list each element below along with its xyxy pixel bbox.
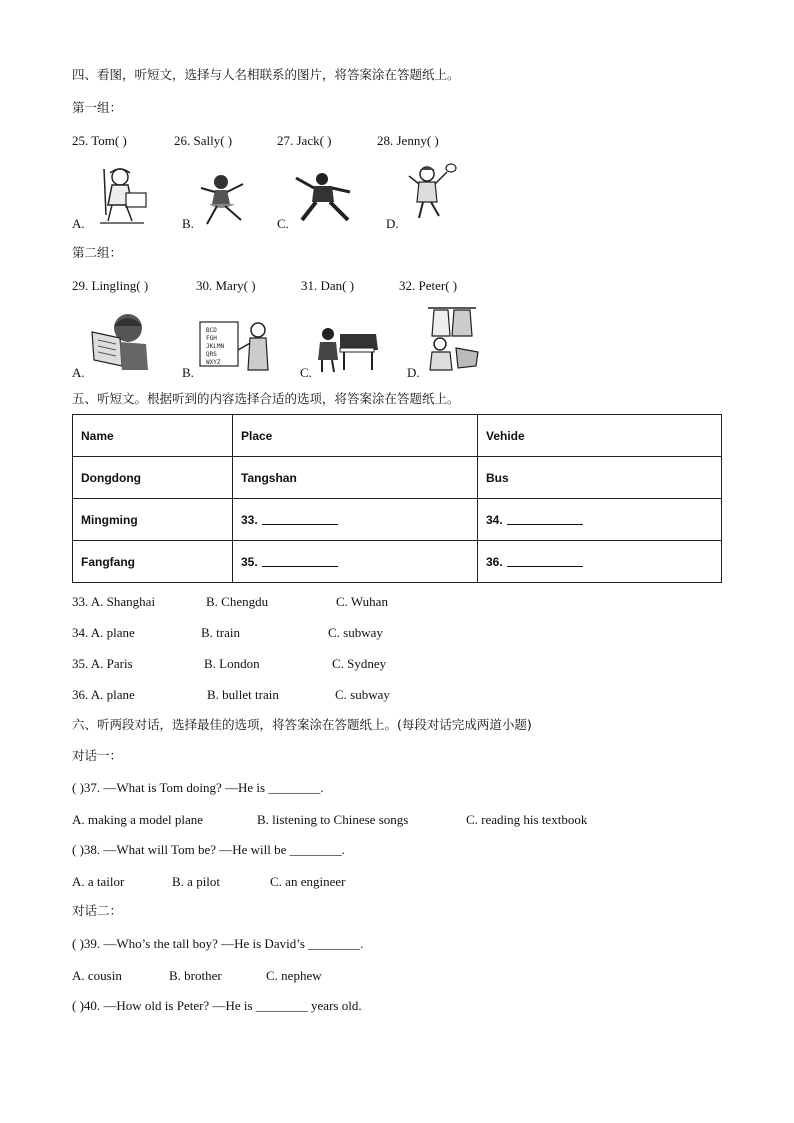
option-34-a: 34. A. plane	[72, 625, 135, 640]
group2-option-d: D.	[407, 365, 420, 380]
table-row	[73, 499, 722, 541]
question-28: 28. Jenny( )	[377, 133, 439, 148]
group2-option-a: A.	[72, 365, 85, 380]
blank-36	[507, 556, 583, 567]
cell-name: Mingming	[73, 499, 233, 541]
options-34	[0, 625, 794, 641]
blank-35-label: 35.	[241, 554, 258, 569]
cell-vehicle: Bus	[478, 457, 722, 499]
question-32: 32. Peter( )	[399, 278, 458, 293]
header-vehicle: Vehide	[478, 415, 722, 457]
question-31: 31. Dan( )	[301, 278, 355, 293]
dialog2-label: 对话二：	[72, 903, 123, 918]
teacher-chart-icon	[198, 318, 272, 372]
question-25: 25. Tom( )	[72, 133, 127, 148]
svg-text:QRS: QRS	[206, 351, 217, 358]
svg-text:FGH: FGH	[206, 335, 217, 342]
cell-vehicle	[478, 541, 722, 583]
option-37-a: A. making a model plane	[72, 812, 204, 827]
piano-girl-icon	[316, 320, 380, 374]
table-row	[73, 541, 722, 583]
options-38	[0, 874, 794, 890]
question-26: 26. Sally( )	[174, 133, 233, 148]
blank-33-label: 33.	[241, 512, 258, 527]
question-37: ( )37. —What is Tom doing? —He is ________.	[72, 780, 324, 795]
badminton-girl-icon	[405, 162, 461, 224]
option-34-b: B. train	[201, 625, 240, 640]
option-38-a: A. a tailor	[72, 874, 125, 889]
cell-vehicle	[478, 499, 722, 541]
options-36	[0, 687, 794, 703]
section4-title: 四、看图，听短文，选择与人名相联系的图片，将答案涂在答题纸上。	[72, 67, 460, 82]
question-27: 27. Jack( )	[277, 133, 332, 148]
ballet-girl-icon	[197, 172, 249, 228]
drawing-kid-icon	[92, 165, 154, 227]
table-header-row	[73, 415, 722, 457]
options-35	[0, 656, 794, 672]
option-38-c: C. an engineer	[270, 874, 346, 889]
question-39: ( )39. —Who’s the tall boy? —He is David’s ________.	[72, 936, 364, 951]
group1-label: 第一组：	[72, 100, 123, 115]
option-39-c: C. nephew	[266, 968, 322, 983]
option-36-b: B. bullet train	[207, 687, 279, 702]
option-39-a: A. cousin	[72, 968, 122, 983]
question-29: 29. Lingling( )	[72, 278, 149, 293]
group2-questions	[0, 278, 794, 294]
vehicle-table	[72, 414, 722, 583]
blank-35	[262, 556, 338, 567]
cell-name: Dongdong	[73, 457, 233, 499]
svg-text:JKLMN: JKLMN	[206, 343, 225, 350]
option-39-b: B. brother	[169, 968, 222, 983]
option-33-b: B. Chengdu	[206, 594, 269, 609]
option-35-c: C. Sydney	[332, 656, 387, 671]
cell-place	[233, 541, 478, 583]
cell-name: Fangfang	[73, 541, 233, 583]
table-row	[73, 457, 722, 499]
option-37-c: C. reading his textbook	[466, 812, 588, 827]
cell-place	[233, 499, 478, 541]
option-35-a: 35. A. Paris	[72, 656, 133, 671]
section5-title: 五、听短文。根据听到的内容选择合适的选项，将答案涂在答题纸上。	[72, 391, 460, 406]
header-name: Name	[73, 415, 233, 457]
option-33-c: C. Wuhan	[336, 594, 388, 609]
group2-label: 第二组：	[72, 245, 123, 260]
options-37	[0, 812, 794, 828]
svg-text:BCD: BCD	[206, 327, 217, 334]
option-36-c: C. subway	[335, 687, 390, 702]
blank-36-label: 36.	[486, 554, 503, 569]
dialog1-label: 对话一：	[72, 748, 123, 763]
kungfu-man-icon	[290, 170, 356, 226]
option-36-a: 36. A. plane	[72, 687, 135, 702]
blank-33	[262, 514, 338, 525]
option-37-b: B. listening to Chinese songs	[257, 812, 409, 827]
group2-option-c: C.	[300, 365, 312, 380]
option-38-b: B. a pilot	[172, 874, 221, 889]
group1-option-c: C.	[277, 216, 289, 231]
group1-option-b: B.	[182, 216, 194, 231]
blank-34-label: 34.	[486, 512, 503, 527]
question-38: ( )38. —What will Tom be? —He will be ________.	[72, 842, 345, 857]
options-39	[0, 968, 794, 984]
group1-option-a: A.	[72, 216, 85, 231]
clothes-shop-icon	[420, 302, 482, 372]
options-33	[0, 594, 794, 610]
cell-place: Tangshan	[233, 457, 478, 499]
blank-34	[507, 514, 583, 525]
group1-option-d: D.	[386, 216, 399, 231]
svg-text:WXYZ: WXYZ	[206, 359, 221, 366]
question-30: 30. Mary( )	[196, 278, 256, 293]
group2-option-b: B.	[182, 365, 194, 380]
option-34-c: C. subway	[328, 625, 383, 640]
question-40: ( )40. —How old is Peter? —He is ________ years old.	[72, 998, 362, 1013]
option-33-a: 33. A. Shanghai	[72, 594, 156, 609]
option-35-b: B. London	[204, 656, 260, 671]
reading-boy-icon	[86, 310, 152, 372]
group1-questions	[0, 133, 794, 149]
section6-title: 六、听两段对话，选择最佳的选项，将答案涂在答题纸上。(每段对话完成两道小题)	[72, 717, 532, 732]
header-place: Place	[233, 415, 478, 457]
